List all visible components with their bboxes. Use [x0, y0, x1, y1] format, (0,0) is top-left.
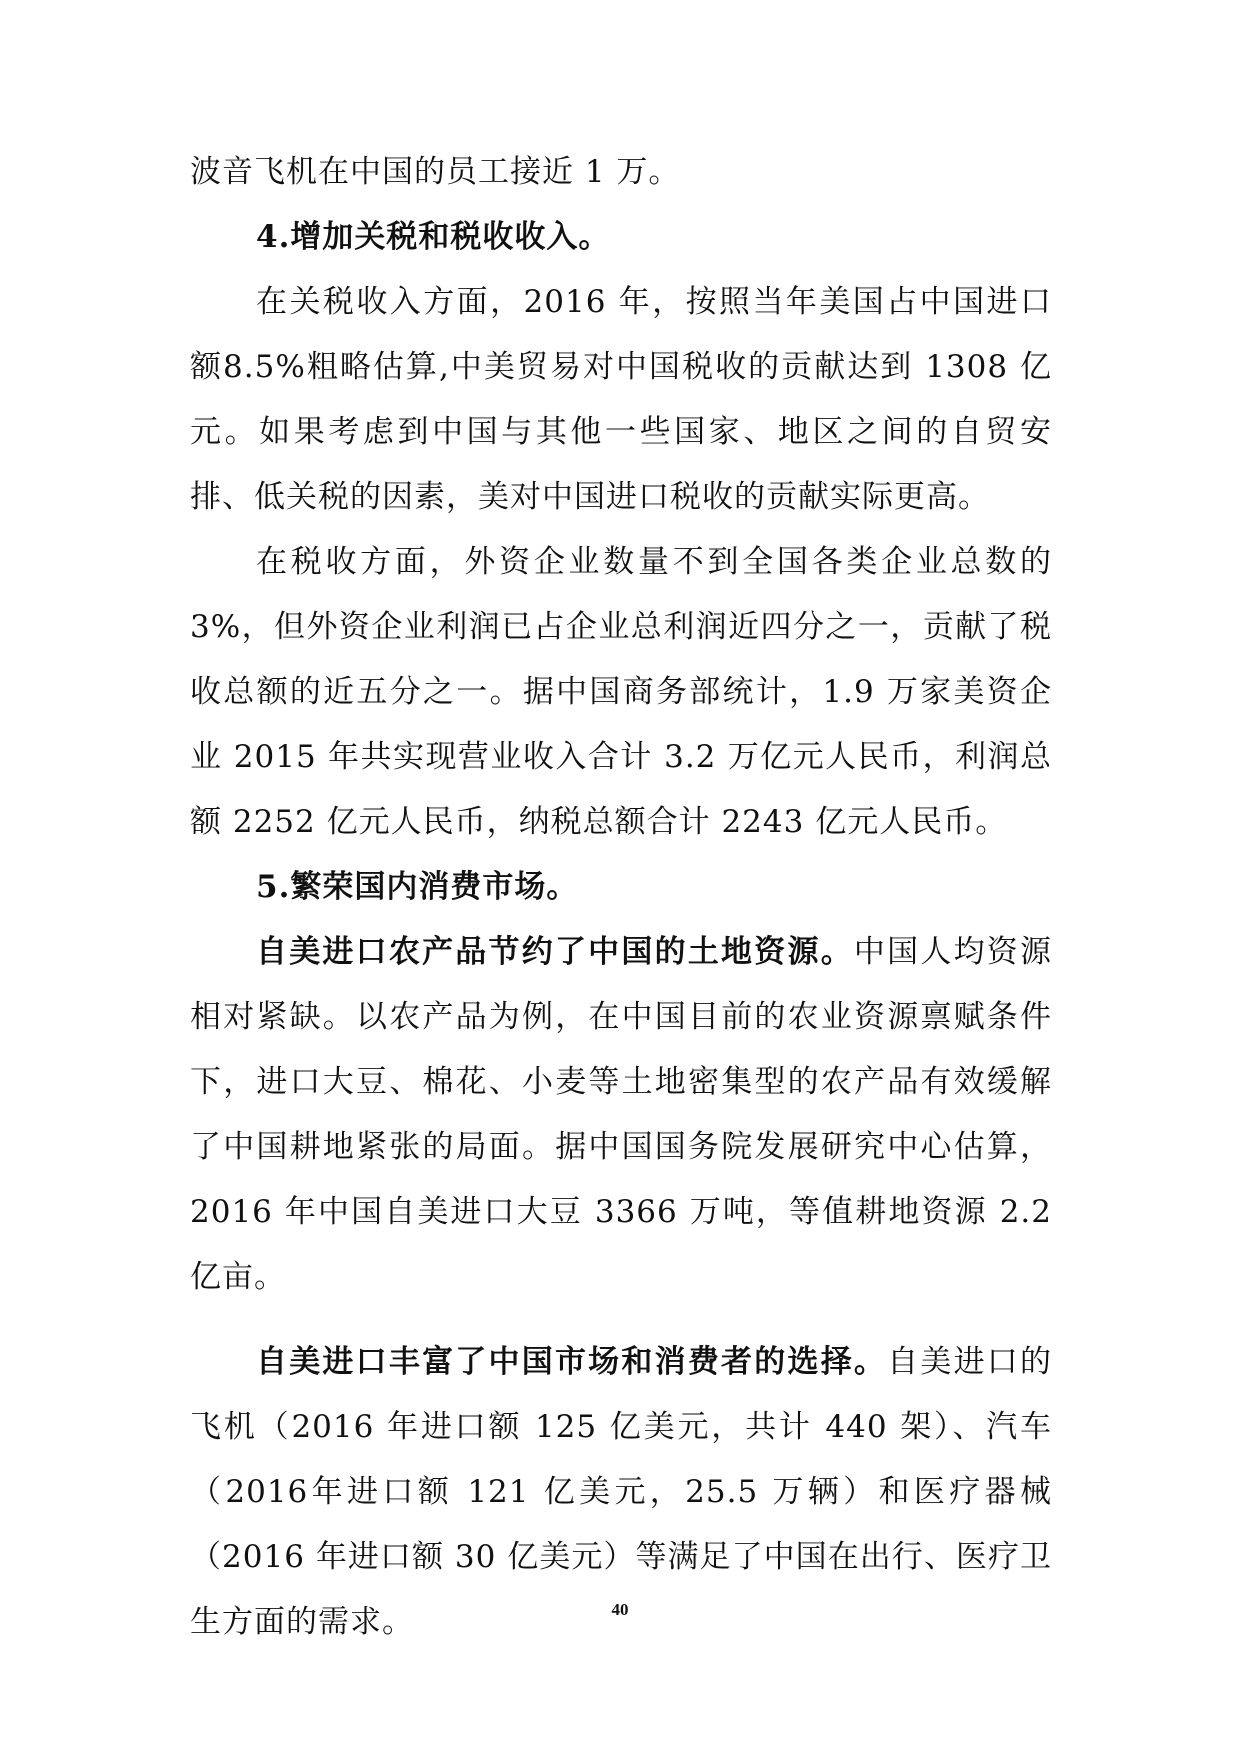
page-number: 40 — [611, 1600, 629, 1619]
section-heading-5: 5.繁荣国内消费市场。 — [256, 869, 579, 905]
lead-sentence-consumer-choice: 自美进口丰富了中国市场和消费者的选择。 — [256, 1344, 888, 1380]
paragraph-body-consumer-choice: 自美进口的飞机（2016 年进口额 125 亿美元，共计 440 架）、汽车（2016年进口额 121 亿美元，25.5 万辆）和医疗器械（2016 年进口额 30 亿美元）等满足了中国在出行、医疗卫生方面的需求。 — [190, 1344, 1053, 1640]
paragraph-tariff-revenue: 在关税收入方面，2016 年，按照当年美国占中国进口额8.5%粗略估算,中美贸易对中国税收的贡献达到 1308 亿元。如果考虑到中国与其他一些国家、地区之间的自贸安排、低关税的因素，美对中国进口税收的贡献实际更高。 — [190, 284, 1052, 515]
paragraph-tax-revenue: 在税收方面，外资企业数量不到全国各类企业总数的3%，但外资企业利润已占企业总利润近四分之一，贡献了税收总额的近五分之一。据中国商务部统计，1.9 万家美资企业 2015 年共实现营业收入合计 3.2 万亿元人民币，利润总额 2252 亿元人民币，纳税总额合计 2243 亿元人民币。 — [190, 544, 1052, 840]
paragraph-land-resources — [190, 920, 1052, 1310]
page-body — [190, 140, 1052, 1655]
paragraph-continuation: 波音飞机在中国的员工接近 1 万。 — [190, 154, 681, 190]
lead-sentence-land-resources: 自美进口农产品节约了中国的土地资源。 — [256, 934, 854, 970]
section-heading-4: 4.增加关税和税收收入。 — [256, 219, 611, 255]
paragraph-body-land-resources: 中国人均资源相对紧缺。以农产品为例，在中国目前的农业资源禀赋条件下，进口大豆、棉花、小麦等土地密集型的农产品有效缓解了中国耕地紧张的局面。据中国国务院发展研究中心估算，2016 年中国自美进口大豆 3366 万吨，等值耕地资源 2.2 亿亩。 — [190, 934, 1053, 1295]
